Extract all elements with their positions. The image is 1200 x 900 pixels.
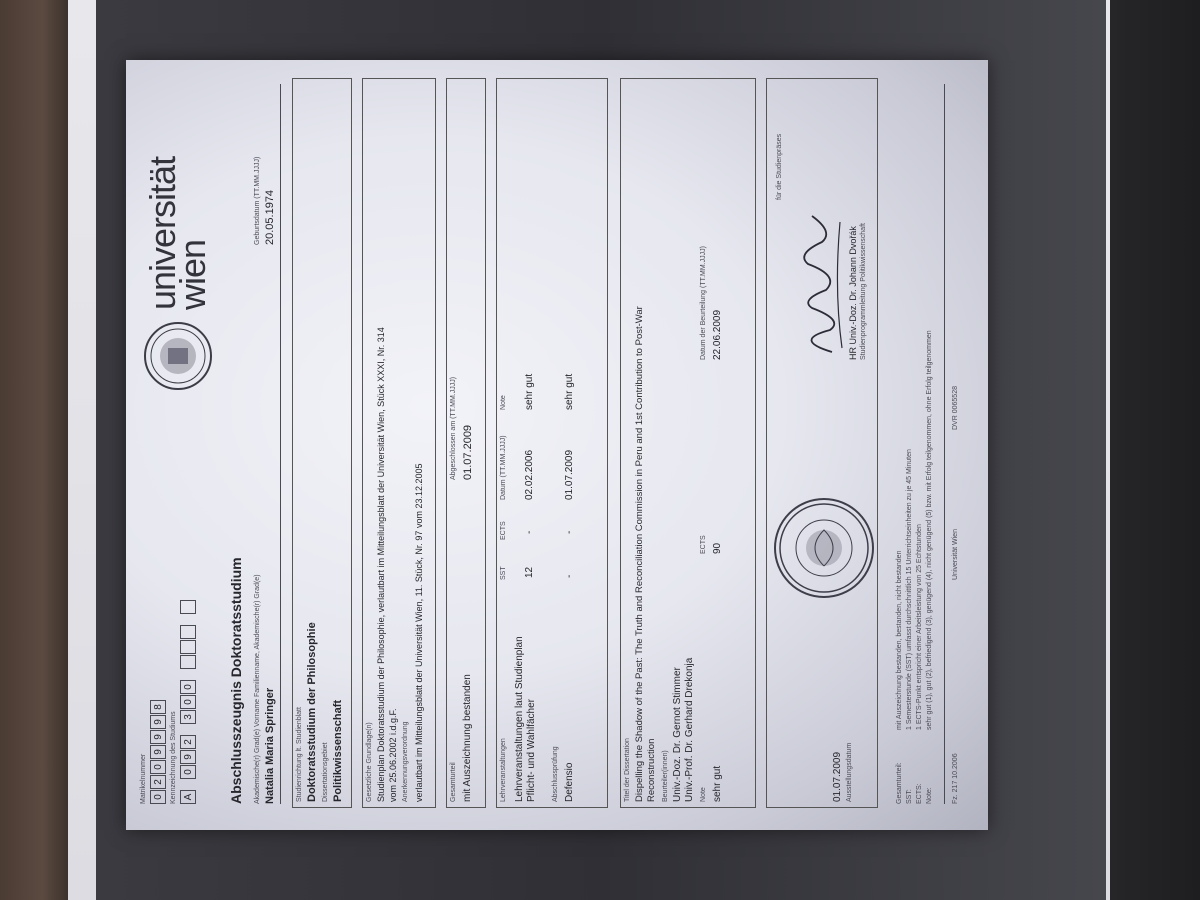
recognition-label: Anerkennungsverordnung [402, 721, 409, 802]
studium-code [180, 599, 196, 804]
empty-digit [180, 600, 196, 614]
course-row2-date: 01.07.2009 [564, 449, 575, 500]
completed-date: 01.07.2009 [462, 424, 474, 480]
signer-name: HR Univ.-Doz. Dr. Johann Dvořák [848, 226, 858, 360]
matrikel-digit: 0 [150, 760, 166, 774]
dissertation-label: Titel der Dissertation [624, 738, 631, 802]
empty-digit [180, 625, 196, 639]
footer-dvr: DVR 0065528 [952, 386, 959, 430]
name-label: Akademische(r) Grad(e) Vorname Familienname, Akademische(r) Grad(e) [254, 574, 261, 804]
matrikel-digit: 2 [150, 775, 166, 789]
birth-label: Geburtsdatum (TT.MM.JJJJ) [254, 156, 261, 245]
result-value: mit Auszeichnung bestanden [462, 674, 473, 802]
courses-box [496, 78, 608, 808]
footnote-label-2: SST: [906, 789, 913, 804]
course-row1-b: Pflicht- und Wahlfächer [526, 698, 537, 802]
footnote-4: sehr gut (1), gut (2), befriedigend (3), genügend (4), nicht genügend (5) bzw. mit Erfolg teilgenommen, ohne Erfolg teilgenommen [926, 330, 933, 730]
studium-digit: 0 [180, 765, 196, 779]
study-box [292, 78, 352, 808]
course-row1-ects: - [524, 530, 535, 534]
study-field: Politikwissenschaft [332, 699, 344, 802]
diss-ects: 90 [712, 542, 723, 554]
logo-universitaet: universität [142, 156, 183, 310]
diss-grade: sehr gut [712, 765, 723, 802]
logo-wien: wien [172, 239, 213, 310]
advisor-2: Univ.-Prof. Dr. Gerhard Drekonja [684, 657, 695, 802]
course-row1-grade: sehr gut [524, 373, 535, 410]
dissertation-title-b: Reconstruction [646, 738, 657, 802]
legal-basis-box [362, 78, 436, 808]
empty-digit [180, 640, 196, 654]
background-left [0, 0, 70, 900]
course-row1-a: Lehrveranstaltungen laut Studienplan [514, 636, 525, 802]
study-name: Doktoratsstudium der Philosophie [306, 622, 318, 802]
matrikel-digit: 0 [150, 790, 166, 804]
studium-digit: 9 [180, 750, 196, 764]
studium-digit: A [180, 790, 196, 804]
basis-label: Gesetzliche Grundlage(n) [366, 722, 373, 802]
diss-date-label: Datum der Beurteilung (TT.MM.JJJJ) [700, 246, 707, 360]
background-right [1110, 0, 1200, 900]
course-row2-sst: - [564, 574, 575, 578]
official-stamp-icon [774, 498, 874, 598]
diss-date: 22.06.2009 [712, 309, 723, 360]
dissertation-title-a: Dispelling the Shadow of the Past: The Truth and Reconciliation Commission in Peru and 1st Contribution to Post-War [634, 306, 645, 802]
col-sst: SST [500, 566, 507, 580]
signature-scribble-icon [782, 210, 852, 360]
certificate-sheet [126, 60, 988, 830]
col-date: Datum (TT.MM.JJJJ) [500, 435, 507, 500]
university-seal-icon [144, 322, 212, 390]
basis-line1: Studienplan Doktoratsstudium der Philosophie, verlautbart im Mitteilungsblatt der Universität Wien, Stück XXXI, Nr. 314 [376, 327, 386, 802]
studium-label: Kennzeichnung des Studiums [170, 711, 177, 804]
field-label: Dissertationsgebiet [322, 742, 329, 802]
advisors-label: Beurteiler(innen) [662, 750, 669, 802]
studium-digit: 0 [180, 680, 196, 694]
matrikel-digit: 8 [150, 700, 166, 714]
for-label: für die Studienpräses [776, 133, 783, 200]
course-row2-name: Defensio [564, 762, 575, 802]
studium-digit: 3 [180, 710, 196, 724]
courses-label: Lehrveranstaltungen [500, 738, 507, 802]
matrikel-digit: 9 [150, 730, 166, 744]
footer-university: Universität Wien [952, 529, 959, 580]
col-ects: ECTS [500, 521, 507, 540]
col-grade: Note [500, 395, 507, 410]
matrikel-digit: 9 [150, 745, 166, 759]
completed-label: Abgeschlossen am (TT.MM.JJJJ) [450, 376, 457, 480]
diss-grade-label: Note [700, 787, 707, 802]
studium-digit: 0 [180, 695, 196, 709]
matrikel-digit: 9 [150, 715, 166, 729]
footnote-3: 1 ECTS-Punkt entspricht einer Arbeitsleistung von 25 Echtstunden [916, 524, 923, 730]
exam-label: Abschlussprüfung [552, 746, 559, 802]
basis-line2: vom 25.06.2002 i.d.g.F. [388, 708, 398, 802]
document-title: Abschlusszeugnis Doktoratsstudium [228, 557, 244, 804]
advisor-1: Univ.-Doz. Dr. Gernot Stimmer [672, 667, 683, 802]
result-label: Gesamturteil [450, 762, 457, 802]
footnote-label-1: Gesamturteil: [896, 762, 903, 804]
course-row1-sst: 12 [524, 566, 535, 578]
issue-date: 01.07.2009 [832, 751, 843, 802]
course-row2-grade: sehr gut [564, 373, 575, 410]
course-row1-date: 02.02.2006 [524, 449, 535, 500]
issue-date-label: Ausstellungsdatum [846, 742, 853, 802]
footnote-1: mit Auszeichnung bestanden, bestanden, nicht bestanden [896, 550, 903, 730]
person-name: Natalia Maria Springer [264, 687, 276, 804]
form-id: Fz. 217 10.2006 [952, 753, 959, 804]
footnote-label-3: ECTS: [916, 783, 923, 804]
study-label: Studienrichtung lt. Studienblatt [296, 707, 303, 802]
empty-digit [180, 655, 196, 669]
diss-ects-label: ECTS [700, 535, 707, 554]
course-row2-ects: - [564, 530, 575, 534]
matrikel-number [150, 699, 166, 804]
basis-line3: verlautbart im Mitteilungsblatt der Universität Wien, 11. Stück, Nr. 97 vom 23.12.2005 [414, 463, 424, 802]
footnote-label-4: Note: [926, 787, 933, 804]
signer-role: Studienprogrammleitung Politikwissenschaft [860, 223, 867, 360]
certificate-page [126, 60, 988, 830]
birth-date: 20.05.1974 [264, 189, 276, 245]
matrikel-label: Matrikelnummer [140, 753, 147, 804]
footnote-2: 1 Semesterstunde (SST) umfasst durchschnittlich 15 Unterrichtseinheiten zu je 45 Minuten [906, 449, 913, 730]
studium-digit: 2 [180, 735, 196, 749]
